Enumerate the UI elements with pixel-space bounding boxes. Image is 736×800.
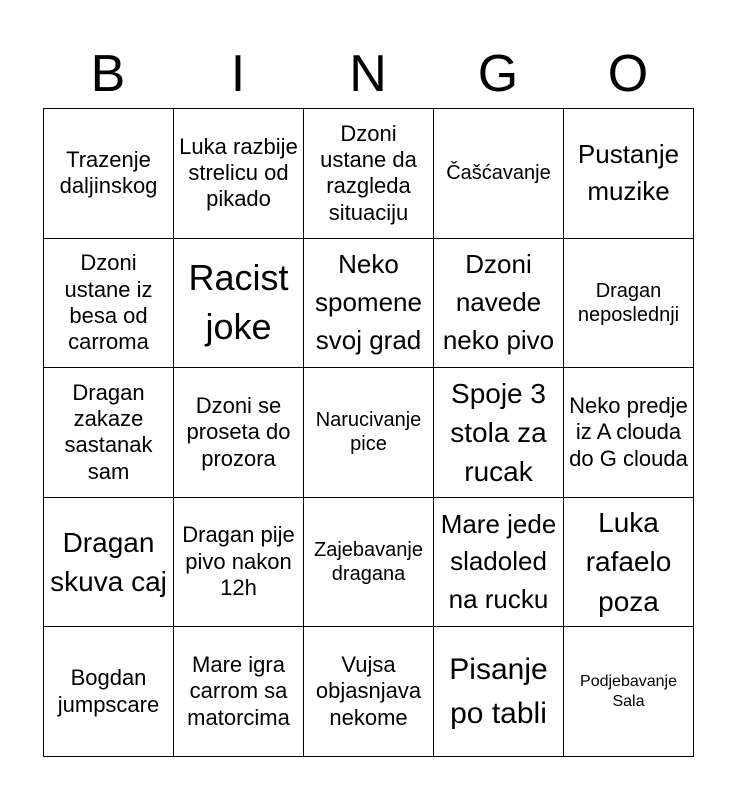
- bingo-cell[interactable]: Bogdan jumpscare: [44, 627, 174, 757]
- bingo-cell[interactable]: Spoje 3 stola za rucak: [434, 368, 564, 498]
- bingo-cell[interactable]: Dzoni ustane iz besa od carroma: [44, 238, 174, 368]
- bingo-cell[interactable]: Dragan skuva caj: [44, 497, 174, 627]
- header-letter-i: I: [230, 45, 246, 103]
- bingo-cell[interactable]: Dzoni navede neko pivo: [434, 238, 564, 368]
- header-letter-o: O: [607, 45, 649, 103]
- header-letter-n: N: [349, 45, 387, 103]
- bingo-row: [44, 368, 694, 498]
- bingo-row: [44, 109, 694, 239]
- bingo-cell[interactable]: Neko spomene svoj grad: [304, 238, 434, 368]
- bingo-cell[interactable]: Zajebavanje dragana: [304, 497, 434, 627]
- bingo-cell[interactable]: Mare jede sladoled na rucku: [434, 497, 564, 627]
- bingo-cell[interactable]: Vujsa objasnjava nekome: [304, 627, 434, 757]
- bingo-cell[interactable]: Podjebavanje Sala: [564, 627, 694, 757]
- bingo-cell[interactable]: Dzoni se proseta do prozora: [174, 368, 304, 498]
- bingo-cell[interactable]: Luka razbije strelicu od pikado: [174, 109, 304, 239]
- bingo-cell[interactable]: Pisanje po tabli: [434, 627, 564, 757]
- bingo-cell[interactable]: Čašćavanje: [434, 109, 564, 239]
- header-letter-b: B: [90, 45, 126, 103]
- bingo-cell[interactable]: Narucivanje pice: [304, 368, 434, 498]
- header-letter-g: G: [477, 45, 519, 103]
- bingo-cell[interactable]: Dragan pije pivo nakon 12h: [174, 497, 304, 627]
- bingo-grid: [43, 108, 694, 757]
- bingo-cell[interactable]: Neko predje iz A clouda do G clouda: [564, 368, 694, 498]
- bingo-cell[interactable]: Dragan neposlednji: [564, 238, 694, 368]
- bingo-cell[interactable]: Racist joke: [174, 238, 304, 368]
- bingo-cell[interactable]: Pustanje muzike: [564, 109, 694, 239]
- bingo-row: [44, 238, 694, 368]
- bingo-header: [43, 40, 693, 108]
- bingo-cell[interactable]: Dzoni ustane da razgleda situaciju: [304, 109, 434, 239]
- bingo-cell[interactable]: Luka rafaelo poza: [564, 497, 694, 627]
- bingo-cell[interactable]: Trazenje daljinskog: [44, 109, 174, 239]
- bingo-cell[interactable]: Dragan zakaze sastanak sam: [44, 368, 174, 498]
- bingo-cell[interactable]: Mare igra carrom sa matorcima: [174, 627, 304, 757]
- bingo-row: [44, 627, 694, 757]
- bingo-row: [44, 497, 694, 627]
